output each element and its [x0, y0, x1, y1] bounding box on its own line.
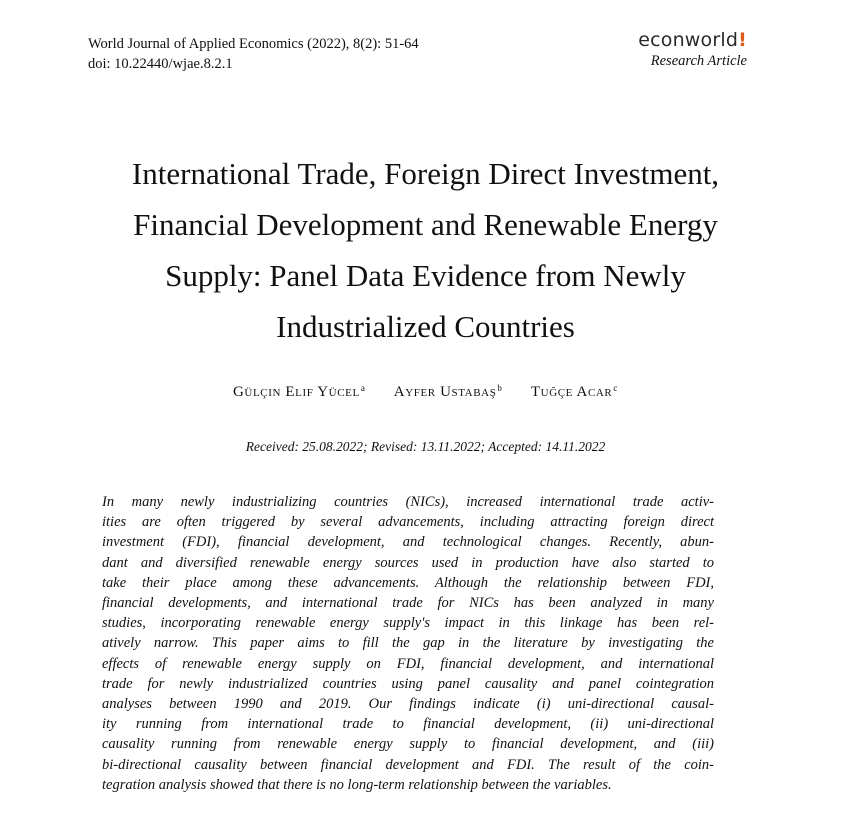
- author: [531, 383, 618, 401]
- abstract-line: atively narrow. This paper aims to fill the gap in the literature by investigating the: [102, 635, 714, 652]
- author-name: Ayfer Ustabaş: [393, 384, 497, 400]
- journal-header: [88, 34, 419, 74]
- author-name: Tuğçe Acar: [530, 384, 613, 400]
- abstract-line: trade for newly industrialized countries using panel causality and panel cointegration: [102, 675, 714, 692]
- abstract-line: analyses between 1990 and 2019. Our findings indicate (i) uni-directional causal-: [102, 696, 714, 713]
- abstract-line: effects of renewable energy supply on FDI, financial development, and international: [102, 655, 714, 672]
- logo-mark-icon: !: [738, 29, 747, 51]
- abstract-line: ities are often triggered by several advancements, including attracting foreign direct: [102, 514, 714, 531]
- abstract-line: investment (FDI), financial development, and technological changes. Recently, abun-: [102, 534, 714, 551]
- author-list: [0, 383, 851, 401]
- abstract-line: bi-directional causality between financial development and FDI. The result of the coin-: [102, 756, 714, 773]
- abstract-line: In many newly industrializing countries (NICs), increased international trade activ-: [102, 494, 714, 510]
- author-name: Gülçin Elif Yücel: [233, 384, 360, 400]
- abstract-line: ity running from international trade to financial development, (ii) uni-directional: [102, 716, 714, 733]
- paper-title: [40, 148, 811, 352]
- title-line: Industrialized Countries: [276, 309, 575, 344]
- author-affiliation: b: [497, 383, 503, 393]
- abstract-line: financial developments, and international trade for NICs has been analyzed in many: [102, 595, 714, 612]
- author-affiliation: c: [613, 383, 618, 393]
- author: [394, 383, 503, 401]
- title-line: International Trade, Foreign Direct Investment,: [131, 156, 720, 191]
- abstract-line: tegration analysis showed that there is no long-term relationship between the variables.: [102, 776, 612, 793]
- title-line: Supply: Panel Data Evidence from Newly: [165, 258, 686, 293]
- title-line: Financial Development and Renewable Energy: [133, 207, 718, 242]
- abstract-line: studies, incorporating renewable energy supply's impact in this linkage has been rel-: [102, 615, 714, 632]
- abstract-line: take their place among these advancements. Although the relationship between FDI,: [102, 574, 714, 591]
- publisher-block: [638, 28, 747, 70]
- publisher-logo: [638, 28, 747, 52]
- doi: doi: 10.22440/wjae.8.2.1: [88, 56, 233, 72]
- author-affiliation: a: [360, 383, 366, 393]
- abstract-line: dant and diversified renewable energy sources used in production have also started to: [102, 554, 714, 571]
- logo-text: econworld: [638, 29, 739, 51]
- submission-dates: Received: 25.08.2022; Revised: 13.11.2022; Accepted: 14.11.2022: [245, 439, 606, 454]
- abstract-line: causality running from renewable energy supply to financial development, and (iii): [102, 736, 714, 753]
- abstract: [102, 492, 714, 795]
- journal-citation: World Journal of Applied Economics (2022), 8(2): 51-64: [88, 36, 419, 52]
- author: [233, 383, 365, 401]
- article-type: Research Article: [650, 53, 747, 69]
